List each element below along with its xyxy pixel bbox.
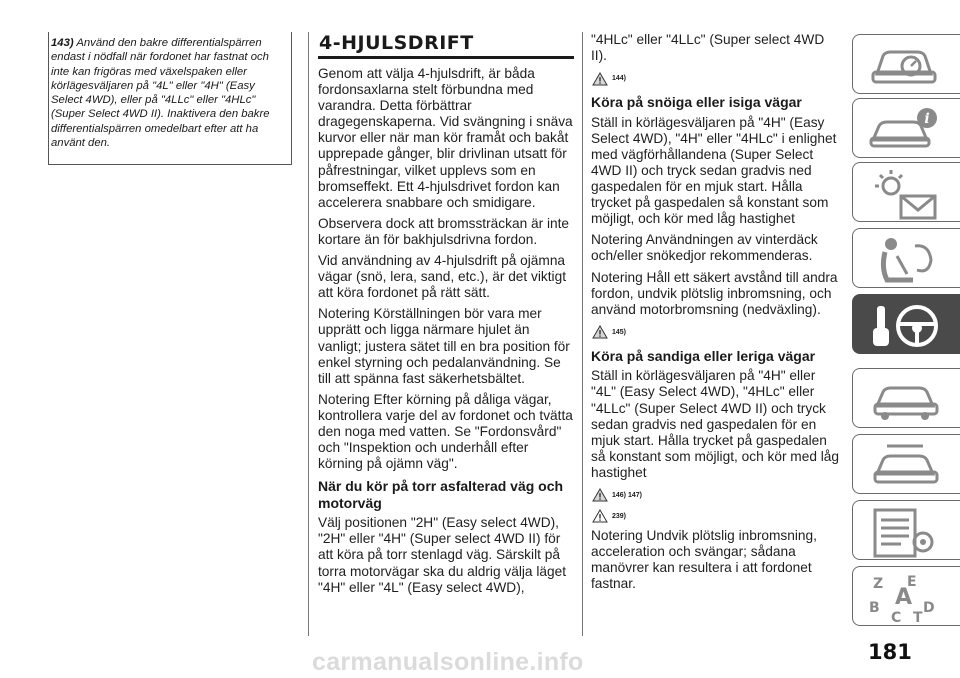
paragraph: Notering Körställningen bör vara mer upprätt och ligga närmare hjulet än vanligt; justera sätet till en bra position för enkel styrning och pedalanvändning. Se till att spänna fast säkerhetsbältet. (318, 306, 570, 386)
svg-text:T: T (913, 610, 923, 626)
caution-triangle-icon (592, 509, 608, 523)
paragraph: Notering Håll ett säkert avstånd till andra fordon, undvik plötslig inbromsning, och använd motorbromsning (nedväxling). (591, 269, 838, 317)
right-column (591, 32, 841, 597)
alphabetical-index-icon (867, 572, 947, 626)
tab-starting-driving[interactable] (852, 294, 960, 354)
paragraph: Observera dock att bromssträckan är inte kortare än för bakhjulsdrivna fordon. (318, 215, 570, 247)
car-dashboard-icon (867, 40, 947, 90)
warning-triangle-icon (592, 488, 608, 502)
reference-number: 144) (612, 75, 627, 83)
warning-light-message-icon (867, 168, 947, 222)
tab-index[interactable] (852, 566, 960, 626)
svg-text:C: C (891, 610, 902, 626)
warning-note-box (48, 32, 292, 165)
warning-triangle-icon (592, 325, 608, 339)
tab-car-info[interactable] (852, 98, 960, 158)
column-divider-left (308, 32, 309, 636)
svg-text:A: A (895, 585, 913, 610)
subheading: Köra på snöiga eller isiga vägar (591, 94, 802, 111)
warning-reference (592, 486, 841, 505)
svg-text:D: D (923, 600, 935, 616)
svg-text:i: i (924, 111, 930, 127)
car-emergency-icon (867, 374, 947, 428)
svg-text:B: B (869, 600, 880, 616)
technical-data-icon (867, 506, 947, 560)
subheading: Köra på sandiga eller leriga vägar (591, 347, 816, 364)
reference-number: 146) 147) (612, 491, 642, 499)
car-service-icon (867, 440, 947, 494)
paragraph: Vid användning av 4-hjulsdrift på ojämna vägar (snö, lera, sand, etc.), är det viktigt att köra fordonet på rätt sätt. (318, 253, 567, 301)
watermark: carmanualsonline.info (312, 648, 584, 676)
paragraph: Ställ in körlägesväljaren på "4H" eller "4L" (Easy Select 4WD), "4HLc" eller "4LLc" (Super Select 4WD II) och tryck sedan gradvis ned gaspedalen för en mjuk start. Hålla trycket på gaspedalen så konstant som möjligt, och kör med låg hastighet (591, 368, 840, 480)
svg-text:Z: Z (873, 576, 884, 592)
tab-maintenance[interactable] (852, 434, 960, 494)
car-info-icon (867, 104, 947, 154)
note-number: 143) (51, 37, 74, 49)
paragraph: Notering Användningen av vinterdäck och/eller snökedjor rekommenderas. (591, 232, 818, 264)
warning-reference (592, 323, 841, 342)
subheading: När du kör på torr asfalterad väg och motorväg (318, 478, 564, 511)
svg-text:E: E (907, 574, 917, 590)
middle-column (318, 32, 574, 601)
paragraph: "4HLc" eller "4LLc" (Super select 4WD II). (591, 32, 825, 64)
tab-emergency[interactable] (852, 368, 960, 428)
reference-number: 239) (612, 512, 627, 520)
paragraph: Ställ in körlägesväljaren på "4H" (Easy Select 4WD), "4H" eller "4HLc" i enlighet med vägförhållandena (Super Select 4WD II) och tryck sedan gradvis ned gaspedalen för en mjuk start. Hålla trycket på gaspedalen så konstant som möjligt, och kör med låg hastighet (591, 114, 837, 227)
note-text: Använd den bakre differentialspärren endast i nödfall när fordonet har fastnat och inte kan frigöras med växelspaken eller körlägesväljaren på "4L" eller "4H" (Easy Select 4WD), eller på "4LLc" eller "4HLc" (Super Select 4WD II). Inaktivera den bakre differentialspärren omedelbart efter att ha använt den. (51, 37, 270, 150)
warning-reference (592, 69, 841, 88)
column-divider-right (582, 32, 583, 636)
tab-dashboard[interactable] (852, 34, 960, 94)
key-steering-wheel-icon (867, 300, 947, 354)
paragraph: Notering Undvik plötslig inbromsning, acceleration och svängar; sådana manövrer kan resultera i att fordonet fastnar. (591, 527, 817, 592)
warning-triangle-icon (592, 72, 608, 86)
tab-technical-data[interactable] (852, 500, 960, 560)
page-number: 181 (868, 640, 912, 664)
paragraph: Notering Efter körning på dåliga vägar, kontrollera varje del av fordonet och tvätta den noga med vatten. Se "Fordonsvård" och "Inspektion och underhåll efter körning på ojämn väg". (318, 391, 573, 472)
paragraph: Välj positionen "2H" (Easy select 4WD), "2H" eller "4H" (Super select 4WD II) för att köra på torr stenlagd väg. Särskilt på torra motorvägar ska du aldrig välja läget "4H" eller "4L" (Easy select 4WD), (318, 515, 567, 595)
tab-warning-lights[interactable] (852, 162, 960, 222)
caution-reference (592, 507, 841, 526)
seat-airbag-icon (867, 234, 947, 288)
reference-number: 145) (612, 328, 627, 336)
paragraph: Genom att välja 4-hjulsdrift, är båda fordonsaxlarna stelt förbundna med varandra. Detta förbättrar dragegenskaperna. Vid svängning i snäva kurvor eller när man kör framåt och bakåt upprepade gånger, blir drivlinan utsatt för påfrestningar, vilket upplevs som en bromseffekt. Ett 4-hjulsdrivet fordon kan accelerera snabbare och smidigare. (318, 66, 573, 210)
tab-safety[interactable] (852, 228, 960, 288)
section-title: 4-HJULSDRIFT (318, 32, 574, 59)
